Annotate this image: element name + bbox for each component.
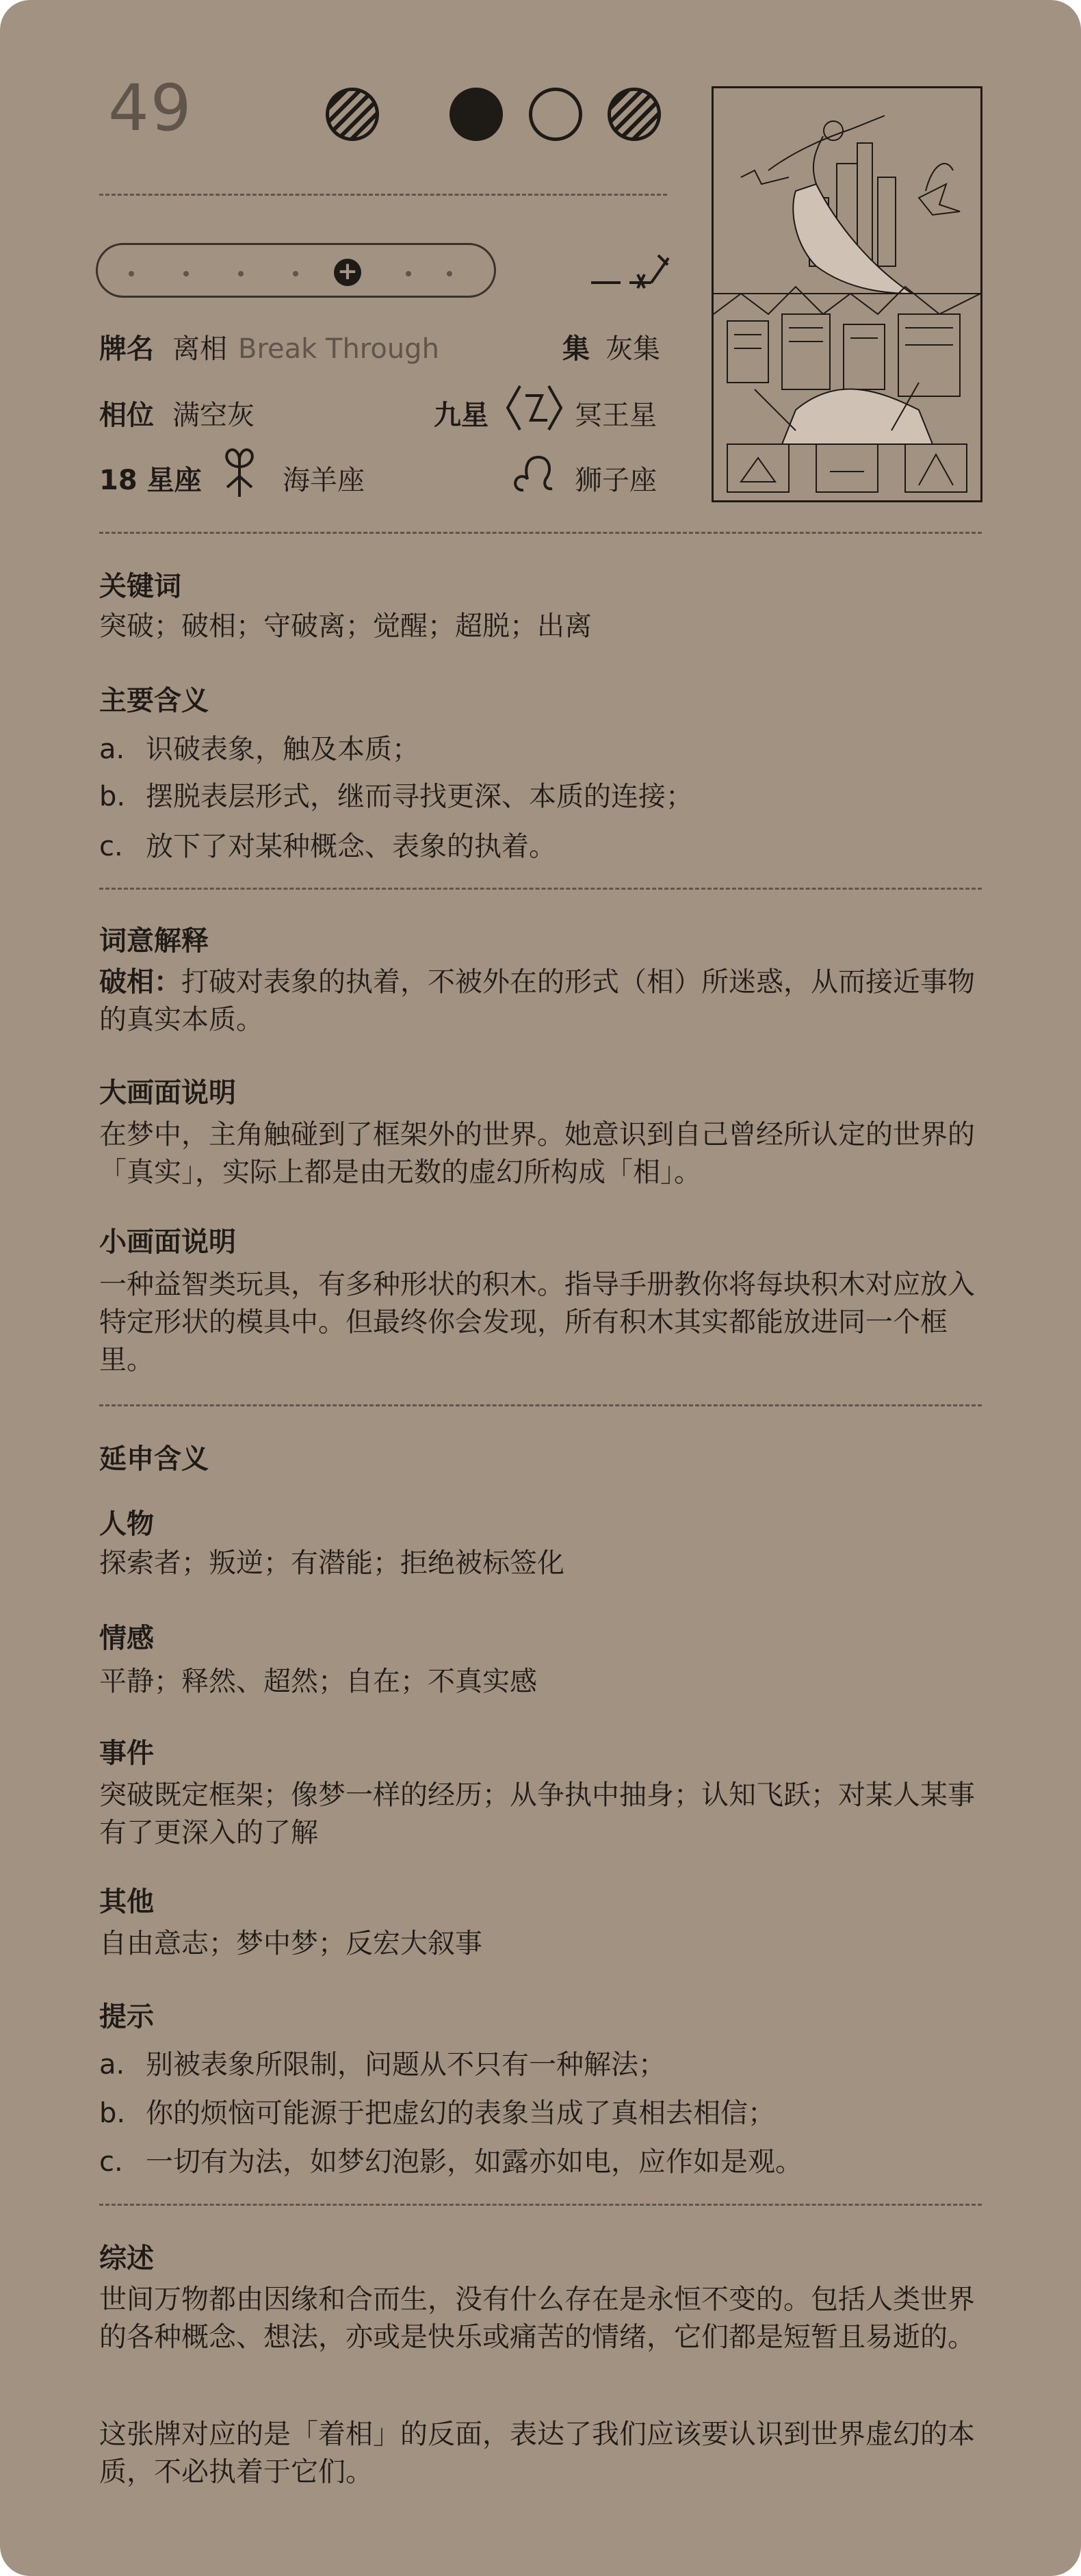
card-illustration [712, 86, 982, 502]
hint-title: 提示 [99, 2001, 154, 2033]
list-text: 摆脱表层形式，继而寻找更深、本质的连接； [146, 781, 693, 812]
person-text: 探索者；叛逆；有潜能；拒绝被标签化 [99, 1547, 564, 1579]
word-meaning-text [99, 964, 982, 1039]
slider-dot [183, 271, 189, 276]
extended-title: 延申含义 [99, 1443, 209, 1475]
set-value: 灰集 [605, 333, 660, 365]
word-meaning-body: 打破对表象的执着，不被外在的形式（相）所迷惑，从而接近事物的真实本质。 [99, 966, 975, 1035]
summary-title: 综述 [99, 2243, 154, 2274]
zodiac-value-2: 狮子座 [575, 465, 657, 496]
divider [99, 532, 982, 534]
summary-paragraph-1: 世间万物都由因缘和合而生，没有什么存在是永恒不变的。包括人类世界的各种概念、想法，亦或是快乐或痛苦的情绪，它们都是短暂且易逝的。 [99, 2284, 975, 2353]
divider [99, 888, 982, 890]
list-marker: a. [99, 734, 125, 765]
list-marker: a. [99, 2049, 125, 2081]
list-marker: b. [99, 781, 126, 812]
small-picture-title: 小画面说明 [99, 1226, 236, 1258]
hint-item [99, 2140, 803, 2179]
main-meaning-title: 主要含义 [99, 685, 209, 717]
event-text: 突破既定框架；像梦一样的经历；从争执中抽身；认知飞跃；对某人某事有了更深入的了解 [99, 1779, 975, 1849]
card-name-value [172, 327, 439, 366]
card-number: 49 [108, 71, 193, 146]
word-meaning-title: 词意解释 [99, 925, 209, 957]
word-meaning-term: 破相： [99, 966, 181, 998]
phase-label: 相位 [99, 400, 154, 431]
list-marker: b. [99, 2098, 126, 2129]
list-text: 你的烦恼可能源于把虚幻的表象当成了真相去相信； [146, 2098, 775, 2129]
list-text: 一切有为法，如梦幻泡影，如露亦如电，应作如是观。 [146, 2146, 803, 2178]
event-title: 事件 [99, 1738, 154, 1769]
card-illustration-drawing [714, 88, 980, 500]
set-label: 集 [562, 333, 590, 365]
moon-phase-hatched-icon [608, 88, 661, 141]
keywords-title: 关键词 [99, 571, 181, 602]
leo-icon [510, 449, 559, 498]
nine-star-label: 九星 [434, 400, 489, 431]
nine-star-value: 冥王星 [575, 400, 657, 431]
card-name-cn: 离相 [172, 333, 227, 365]
slider-dot [447, 271, 452, 276]
keywords-text: 突破；破相；守破离；觉醒；超脱；出离 [99, 610, 592, 642]
other-text: 自由意志；梦中梦；反宏大叙事 [99, 1928, 482, 1959]
big-picture-title: 大画面说明 [99, 1077, 236, 1109]
card-name-label: 牌名 [99, 333, 154, 365]
small-picture-text: 一种益智类玩具，有多种形状的积木。指导手册教你将每块积木对应放入特定形状的模具中。但最终你会发现，所有积木其实都能放进同一个框里。 [99, 1269, 975, 1376]
broken-arrow-icon [590, 250, 672, 291]
other-title: 其他 [99, 1886, 154, 1918]
slider-dot [129, 271, 134, 276]
main-meaning-item [99, 775, 693, 814]
main-meaning-item [99, 825, 556, 864]
zodiac-label: 18 星座 [99, 465, 202, 496]
zodiac-value-1: 海羊座 [283, 465, 365, 496]
list-marker: c. [99, 2146, 123, 2178]
list-text: 放下了对某种概念、表象的执着。 [146, 831, 556, 862]
hint-item [99, 2043, 666, 2082]
phase-slider[interactable] [96, 243, 496, 298]
moon-phase-full-icon [450, 88, 503, 141]
emotion-title: 情感 [99, 1623, 154, 1654]
divider [99, 2204, 982, 2206]
sea-goat-icon [218, 446, 261, 500]
phase-value: 满空灰 [172, 400, 255, 431]
divider [99, 1404, 982, 1406]
hint-item [99, 2091, 775, 2130]
list-marker: c. [99, 831, 123, 862]
slider-plus-knob[interactable]: + [334, 259, 361, 286]
big-picture-text: 在梦中，主角触碰到了框架外的世界。她意识到自己曾经所认定的世界的「真实」，实际上都是由无数的虚幻所构成「相」。 [99, 1119, 975, 1188]
emotion-text: 平静；释然、超然；自在；不真实感 [99, 1666, 537, 1697]
summary-paragraph-2: 这张牌对应的是「着相」的反面，表达了我们应该要认识到世界虚幻的本质，不必执着于它们。 [99, 2419, 975, 2488]
person-title: 人物 [99, 1508, 154, 1540]
moon-phase-empty-icon [529, 88, 582, 141]
main-meaning-item [99, 727, 419, 767]
slider-dot [406, 271, 411, 276]
pluto-diamond-icon [505, 382, 564, 434]
list-text: 别被表象所限制，问题从不只有一种解法； [146, 2049, 666, 2081]
list-text: 识破表象，触及本质； [146, 734, 419, 765]
moon-phase-hatched-icon [326, 88, 379, 141]
card-name-en: Break Through [238, 333, 439, 365]
slider-dot [238, 271, 244, 276]
slider-dot [293, 271, 298, 276]
divider [99, 194, 667, 196]
